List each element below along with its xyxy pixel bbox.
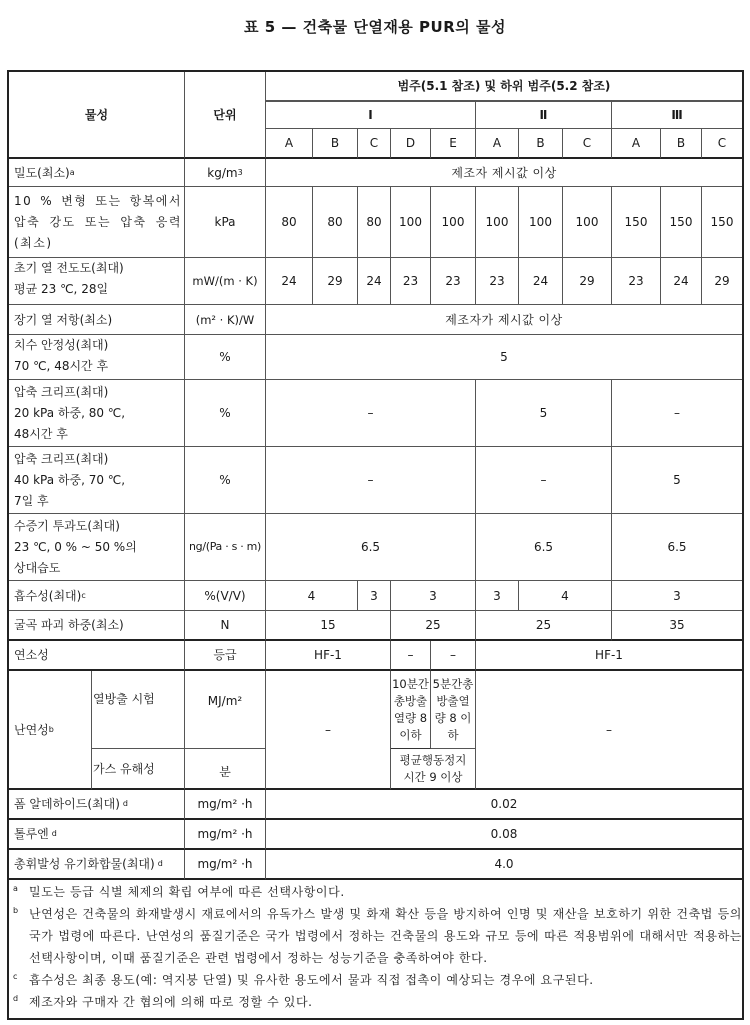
row-combustibility-label: 연소성 [9,641,185,671]
compressive-3A: 150 [612,187,661,258]
absorption-1DE: 3 [391,581,476,611]
row-creep20-label: 압축 크리프(최대) 20 kPa 하중, 80 ℃, 48시간 후 [9,380,185,447]
row-density-value: 제조자 제시값 이상 [266,159,742,187]
row-density-label: 밀도(최소) a [9,159,185,187]
row-dimensional-value: 5 [266,335,742,380]
header-category-2: Ⅱ [476,101,612,129]
vapor-cat1: 6.5 [266,514,476,581]
footnote-b: b 난연성은 건축물의 화재발생시 재료에서의 유독가스 발생 및 화재 확산 등을 방지하여 인명 및 재산을 보호하기 위한 건축법 등의 국가 법령에 따른다. 난연성의 품질기준은 국가 법령에서 정하는 건축물의 용도와 규모 등에 따른 적용범위에 대해서만 적용하는 선택사항이며, 이때 품질기준은 관련 법령에서 정하는 성능기준을 충족하여야 한다. [13,906,742,965]
header-sub-3B: B [661,129,702,159]
compressive-1E: 100 [431,187,476,258]
conductivity-2A: 23 [476,258,519,305]
row-toluene-unit: mg/m² ·h [185,820,266,850]
compressive-2A: 100 [476,187,519,258]
row-thermal-resistance-unit: (m² · K)/W [185,305,266,335]
header-sub-1C: C [358,129,391,159]
creep20-cat2: 5 [476,380,612,447]
header-sub-1A: A [266,129,313,159]
absorption-cat3: 3 [612,581,742,611]
heat-release-label: 열방출 시험 [92,671,185,749]
conductivity-3C: 29 [702,258,742,305]
header-property: 물성 [9,72,185,159]
flexural-cat3: 35 [612,611,742,641]
creep40-cat3: 5 [612,447,742,514]
row-vapor-label: 수증기 투과도(최대) 23 ℃, 0 % ~ 50 %의 상대습도 [9,514,185,581]
row-thermal-resistance-label: 장기 열 저항(최소) [9,305,185,335]
header-category-3: Ⅲ [612,101,742,129]
header-sub-1D: D [391,129,431,159]
compressive-2B: 100 [519,187,563,258]
creep40-cat1: – [266,447,476,514]
compressive-3B: 150 [661,187,702,258]
row-density-unit: kg/m 3 [185,159,266,187]
header-category-group: 범주(5.1 참조) 및 하위 범주(5.2 참조) [266,72,742,101]
row-creep40-unit: % [185,447,266,514]
compressive-1B: 80 [313,187,358,258]
row-tvoc-value: 4.0 [266,850,742,880]
row-toluene-label: 톨루엔 d [9,820,185,850]
header-category-1: Ⅰ [266,101,476,129]
gas-toxicity-1DE: 평균행동정지시간 9 이상 [391,749,476,790]
row-creep40-label: 압축 크리프(최대) 40 kPa 하중, 70 ℃, 7일 후 [9,447,185,514]
properties-table [7,70,744,1020]
row-thermal-resistance-value: 제조자가 제시값 이상 [266,305,742,335]
heat-release-1D: 10분간총방출열량 8이하 [391,671,431,749]
compressive-3C: 150 [702,187,742,258]
row-compressive-label: 10 % 변형 또는 항복에서 압축 강도 또는 압축 응력(최소) [9,187,185,258]
creep20-cat1: – [266,380,476,447]
gas-toxicity-unit: 분 [185,749,266,790]
heat-release-unit: MJ/m² [185,671,266,749]
row-formaldehyde-unit: mg/m² ·h [185,790,266,820]
conductivity-1B: 29 [313,258,358,305]
table-title: 표 5 — 건축물 단열재용 PUR의 물성 [244,18,506,36]
row-vapor-unit: ng/(Pa · s · m) [185,514,266,581]
combustibility-cat2-3: HF-1 [476,641,742,671]
compressive-1D: 100 [391,187,431,258]
row-flexural-label: 굴곡 파괴 하중(최소) [9,611,185,641]
conductivity-3B: 24 [661,258,702,305]
flexural-cat2: 25 [476,611,612,641]
conductivity-3A: 23 [612,258,661,305]
row-conductivity-unit: mW/(m · K) [185,258,266,305]
row-flexural-unit: N [185,611,266,641]
absorption-2A: 3 [476,581,519,611]
flame-cat2-3: – [476,671,742,790]
footnote-a: a 밀도는 등급 식별 체제의 확립 여부에 따른 선택사항이다. [13,884,345,899]
row-combustibility-unit: 등급 [185,641,266,671]
row-tvoc-unit: mg/m² ·h [185,850,266,880]
header-sub-2B: B [519,129,563,159]
flame-1ABC: – [266,671,391,790]
header-sub-2A: A [476,129,519,159]
absorption-1AB: 4 [266,581,358,611]
compressive-1C: 80 [358,187,391,258]
conductivity-2B: 24 [519,258,563,305]
header-sub-1B: B [313,129,358,159]
row-compressive-unit: kPa [185,187,266,258]
header-sub-3C: C [702,129,742,159]
row-absorption-label: 흡수성(최대) c [9,581,185,611]
conductivity-2C: 29 [563,258,612,305]
row-absorption-unit: %(V/V) [185,581,266,611]
absorption-1C: 3 [358,581,391,611]
conductivity-1A: 24 [266,258,313,305]
row-dimensional-unit: % [185,335,266,380]
row-formaldehyde-label: 폼 알데하이드(최대) d [9,790,185,820]
row-toluene-value: 0.08 [266,820,742,850]
footnote-d: d 제조자와 구매자 간 협의에 의해 따로 정할 수 있다. [13,994,313,1009]
combustibility-1ABC: HF-1 [266,641,391,671]
row-tvoc-label: 총휘발성 유기화합물(최대) d [9,850,185,880]
combustibility-1E: – [431,641,476,671]
row-flame-retardancy-label: 난연성 b [9,671,92,790]
heat-release-1E: 5분간총방출열량 8 이하 [431,671,476,749]
vapor-cat3: 6.5 [612,514,742,581]
flexural-1DE: 25 [391,611,476,641]
row-formaldehyde-value: 0.02 [266,790,742,820]
header-sub-1E: E [431,129,476,159]
creep40-cat2: – [476,447,612,514]
combustibility-1D: – [391,641,431,671]
conductivity-1C: 24 [358,258,391,305]
row-dimensional-label: 치수 안정성(최대) 70 ℃, 48시간 후 [9,335,185,380]
gas-toxicity-label: 가스 유해성 [92,749,185,790]
vapor-cat2: 6.5 [476,514,612,581]
row-conductivity-label: 초기 열 전도도(최대) 평균 23 ℃, 28일 [9,258,185,305]
compressive-2C: 100 [563,187,612,258]
header-sub-3A: A [612,129,661,159]
conductivity-1E: 23 [431,258,476,305]
conductivity-1D: 23 [391,258,431,305]
row-creep20-unit: % [185,380,266,447]
compressive-1A: 80 [266,187,313,258]
absorption-2BC: 4 [519,581,612,611]
footnotes [9,881,742,1013]
header-sub-2C: C [563,129,612,159]
creep20-cat3: – [612,380,742,447]
footnote-c: c 흡수성은 최종 용도(예: 역지붕 단열) 및 유사한 용도에서 물과 직접 접촉이 예상되는 경우에 요구된다. [13,972,594,987]
flexural-1ABC: 15 [266,611,391,641]
header-unit: 단위 [185,72,266,159]
